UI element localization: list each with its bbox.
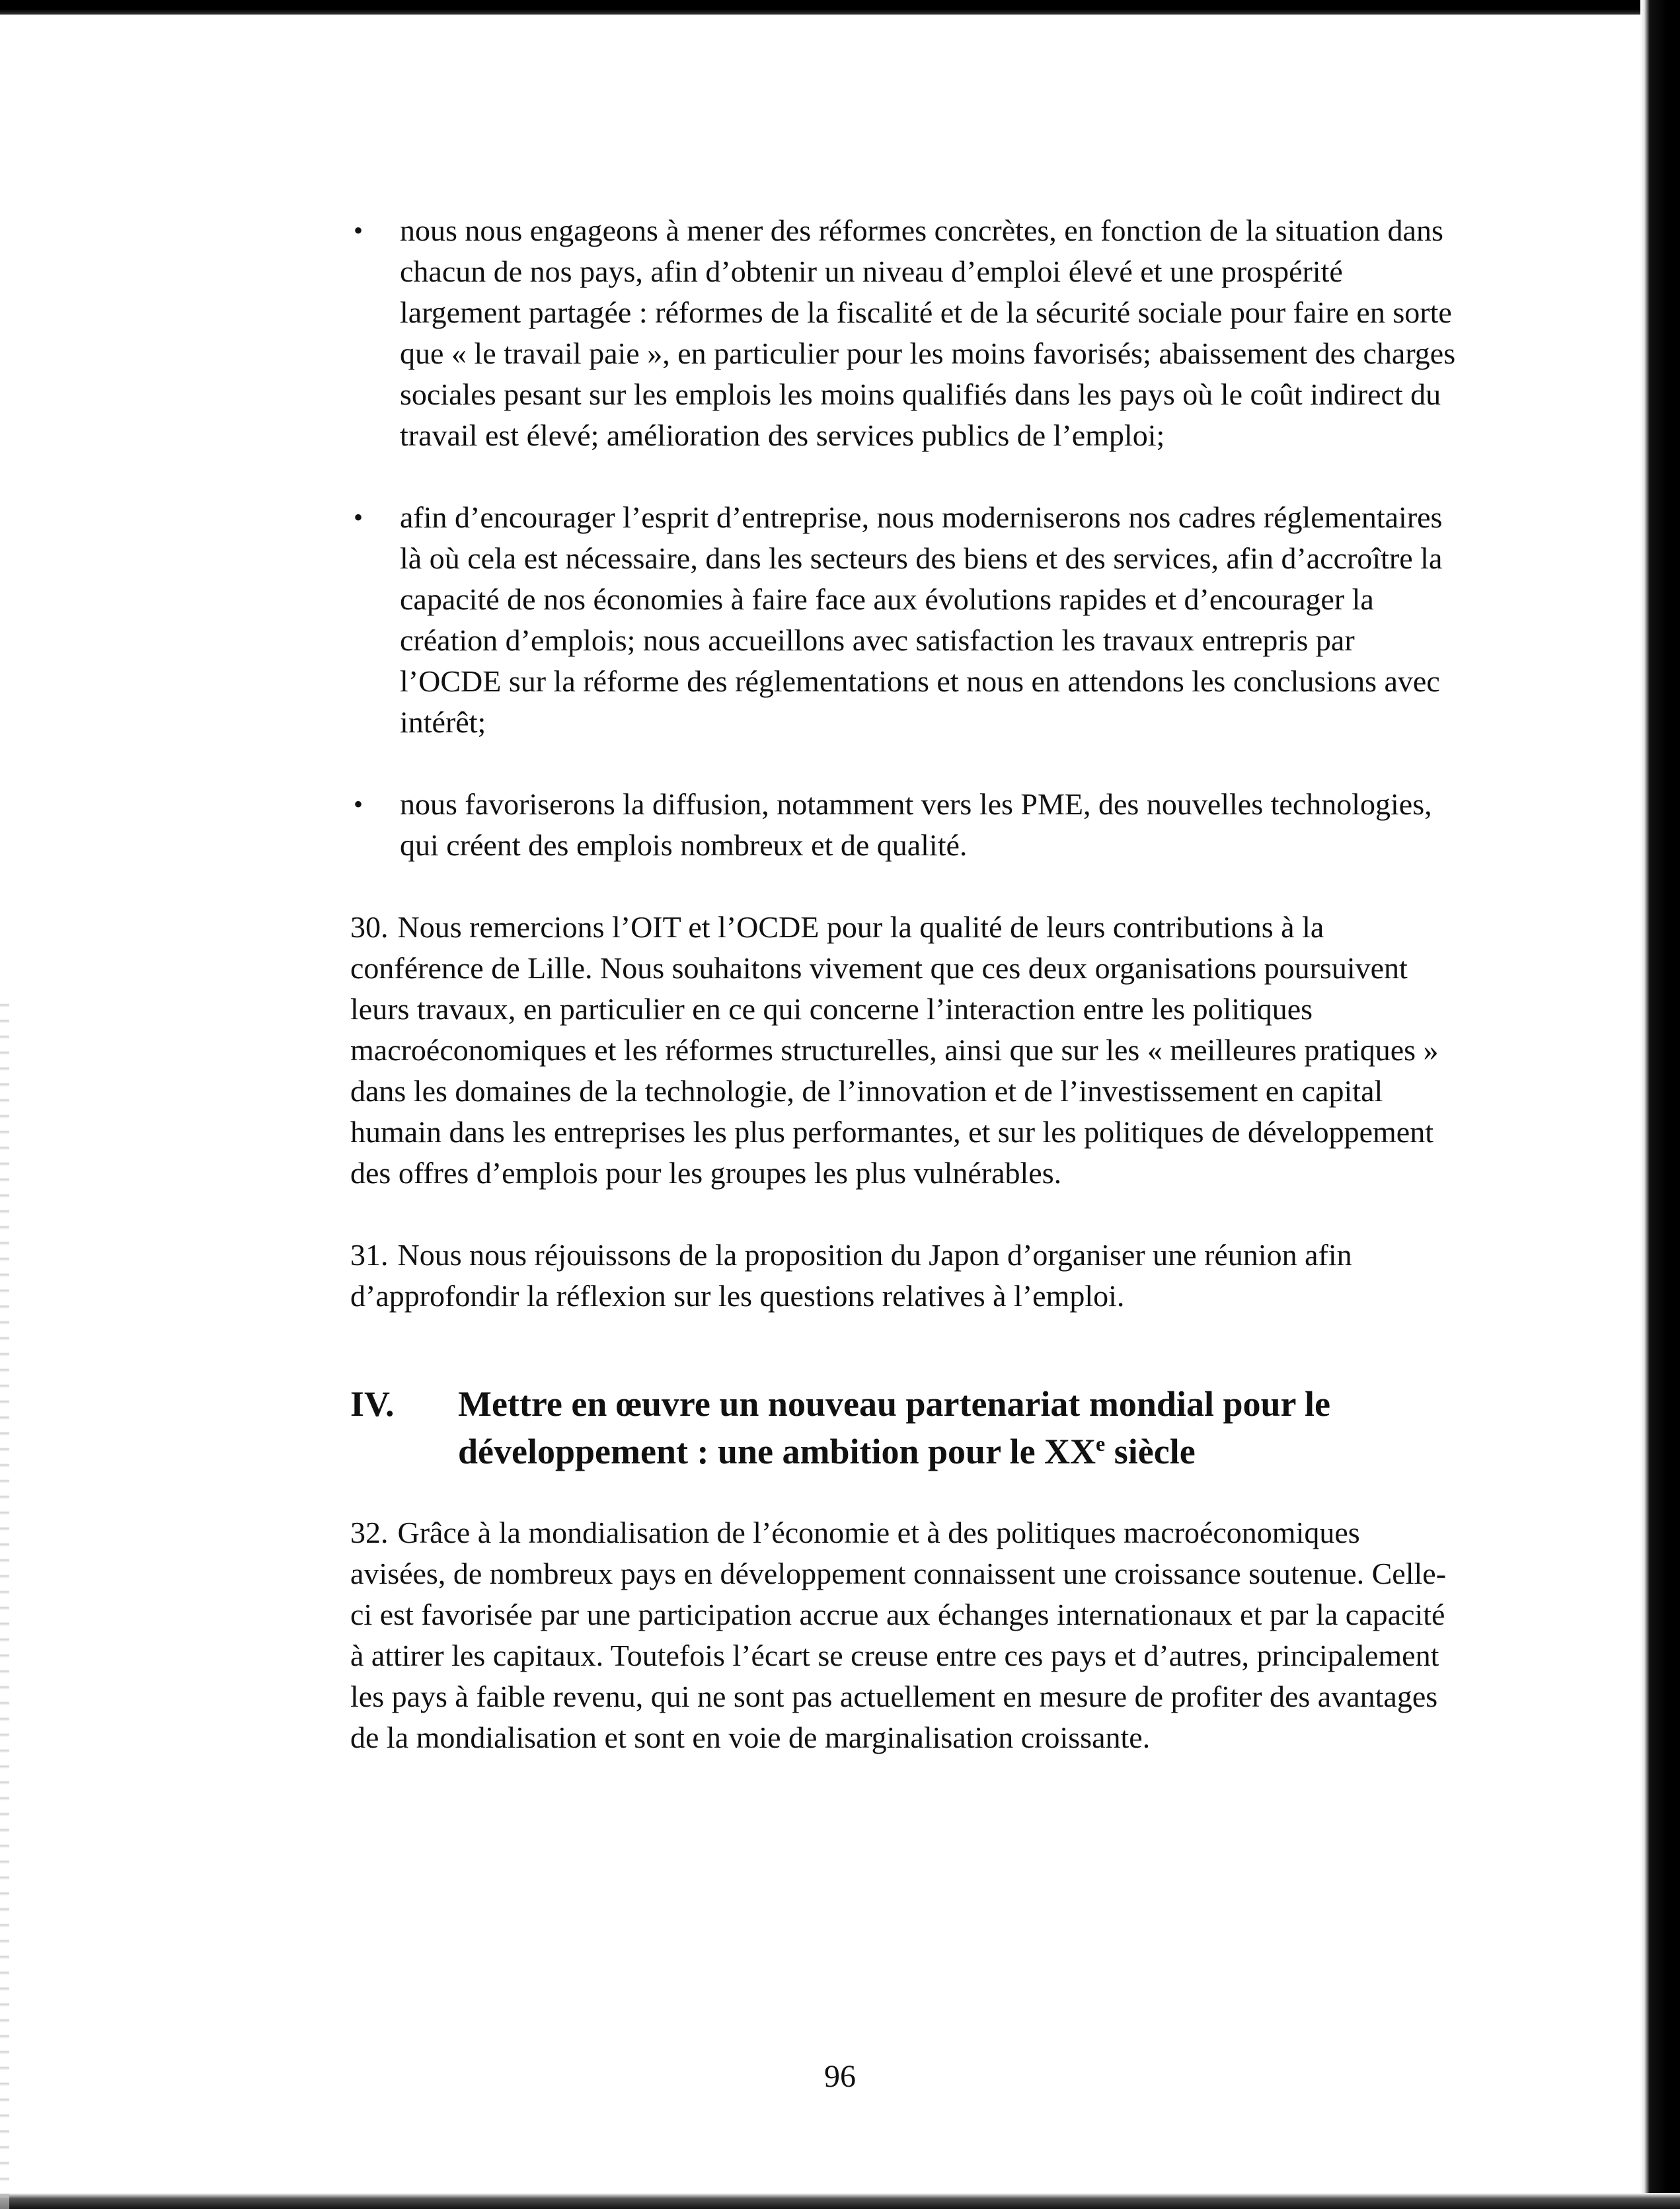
- scan-border-top: [0, 0, 1680, 15]
- paragraph-number: 30.: [350, 910, 389, 944]
- bullet-text: nous nous engageons à mener des réformes concrètes, en fonction de la situation dans chacun de nos pays, afin d’obtenir un niveau d’emploi élevé et une prospérité largement partagée : réformes de la fiscalité et de la sécurité sociale pour faire en sorte que « le travail paie », en particulier pour les moins favorisés; abaissement des charges sociales pesant sur les emplois les moins qualifiés dans les pays où le coût indirect du travail est élevé; amélioration des services publics de l’emploi;: [400, 213, 1456, 452]
- paragraph-31: [350, 1235, 1461, 1317]
- section-title-superscript: e: [1096, 1432, 1106, 1455]
- paragraph-number: 31.: [350, 1238, 389, 1272]
- bullet-item: [350, 497, 1461, 743]
- paragraph-text: Grâce à la mondialisation de l’économie et à des politiques macroéconomiques avisées, de nombreux pays en développement connaissent une croissance soutenue. Celle-ci est favorisée par une participation accrue aux échanges internationaux et par la capacité à attirer les capitaux. Toutefois l’écart se creuse entre ces pays et d’autres, principalement les pays à faible revenu, qui ne sont pas actuellement en mesure de profiter des avantages de la mondialisation et sont en voie de marginalisation croissante.: [350, 1516, 1447, 1754]
- scan-border-left: [0, 991, 9, 2209]
- bullet-text: nous favoriserons la diffusion, notamment vers les PME, des nouvelles technologies, qui créent des emplois nombreux et de qualité.: [400, 787, 1432, 862]
- section-title-end: siècle: [1105, 1432, 1196, 1471]
- section-title-text: Mettre en œuvre un nouveau partenariat mondial pour le développement : une ambition pour le XX: [458, 1384, 1330, 1471]
- bullet-icon: •: [354, 789, 363, 819]
- bullet-icon: •: [354, 215, 363, 245]
- bullet-item: [350, 210, 1461, 456]
- section-heading: [350, 1380, 1461, 1475]
- page-number: 96: [824, 2059, 856, 2094]
- scan-border-right: [1640, 0, 1680, 2209]
- section-number: IV.: [350, 1384, 395, 1424]
- paragraph-number: 32.: [350, 1516, 389, 1549]
- bullet-icon: •: [354, 502, 363, 532]
- bullet-text: afin d’encourager l’esprit d’entreprise, nous moderniserons nos cadres réglementaires là où cela est nécessaire, dans les secteurs des biens et des services, afin d’accroître la capacité de nos économies à faire face aux évolutions rapides et d’encourager la création d’emplois; nous accueillons avec satisfaction les travaux entrepris par l’OCDE sur la réforme des réglementations et nous en attendons les conclusions avec intérêt;: [400, 500, 1443, 739]
- bullet-item: [350, 784, 1461, 866]
- paragraph-text: Nous remercions l’OIT et l’OCDE pour la qualité de leurs contributions à la conférence de Lille. Nous souhaitons vivement que ces deux organisations poursuivent leurs travaux, en particulier en ce qui concerne l’interaction entre les politiques macroéconomiques et les réformes structurelles, ainsi que sur les « meilleures pratiques » dans les domaines de la technologie, de l’innovation et de l’investissement en capital humain dans les entreprises les plus performantes, et sur les politiques de développement des offres d’emplois pour les groupes les plus vulnérables.: [350, 910, 1439, 1190]
- paragraph-text: Nous nous réjouissons de la proposition du Japon d’organiser une réunion afin d’approfondir la réflexion sur les questions relatives à l’emploi.: [350, 1238, 1352, 1313]
- bullet-list: [350, 210, 1461, 866]
- paragraph-30: [350, 907, 1461, 1194]
- scan-border-bottom: [0, 2193, 1680, 2209]
- paragraph-32: [350, 1512, 1461, 1758]
- section-title: [458, 1380, 1461, 1475]
- document-page: [350, 210, 1461, 1799]
